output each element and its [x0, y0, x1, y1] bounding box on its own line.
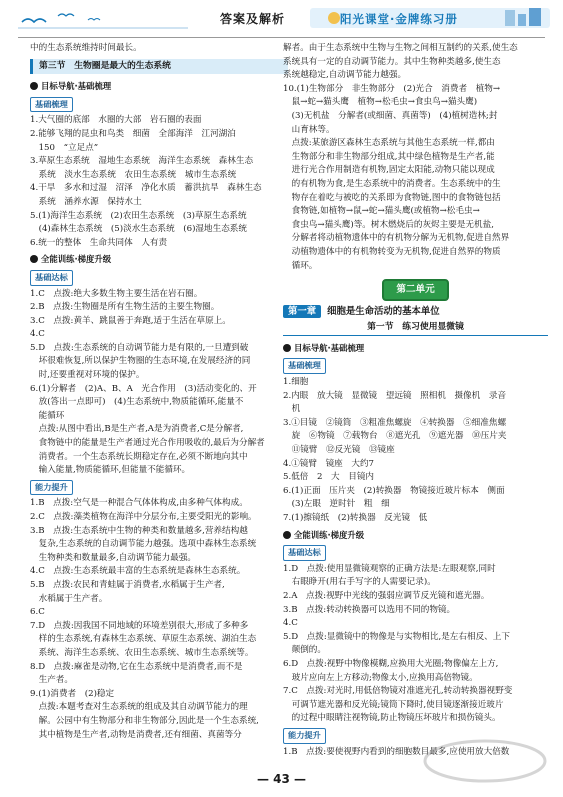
section-heading: 第三节 生物圈是最大的生态系统 — [30, 59, 288, 75]
list-item: 1.大气圈的底部 水圈的大部 岩石圈的表面 — [30, 115, 202, 126]
header-divider — [18, 37, 545, 38]
target-icon — [30, 82, 38, 90]
list-item: 6.统一的整体 生命共同体 人有责 — [30, 237, 168, 248]
basic-target-tag: 基础达标 — [30, 270, 73, 286]
nav-label — [283, 529, 364, 543]
nav-label-text: 全能训练·梯度升级 — [41, 254, 112, 265]
answer-line: 食物链中的能量是生产者通过光合作用吸收的,最后为分解者 — [30, 438, 265, 449]
list-item: 系统 涵养水源 保持水土 — [30, 196, 142, 207]
answer-line: 放(答出一点即可) (4)生态系统中,物质能循环,能量不 — [30, 397, 244, 408]
list-item: 1.细胞 — [283, 377, 309, 388]
answer-line: 9.(1)消费者 (2)稳定 — [30, 688, 115, 699]
answer-line: 生产者。 — [30, 675, 73, 686]
text-line: 中的生态系统维持时间最长。 — [30, 43, 142, 53]
chapter-chip: 第一章 — [283, 305, 321, 319]
list-item: 旋 ⑥物镜 ⑦载物台 ⑧遮光孔 ⑨遮光器 ⑩压片夹 — [283, 431, 507, 442]
basic-target-tag: 基础达标 — [283, 545, 326, 561]
ability-tag: 能力提升 — [30, 480, 73, 496]
answer-line: 3.C 点拨:黄羊、跳鼠善于奔跑,适于生活在草原上。 — [30, 315, 231, 326]
list-item: 系统 淡水生态系统 农田生态系统 城市生态系统 — [30, 169, 237, 180]
answer-line: 复杂,生态系统的自动调节能力越强。选项中森林生态系统 — [30, 539, 257, 550]
nav-label-text: 全能训练·梯度升级 — [294, 529, 365, 540]
text-line: 解者。由于生态系统中生物与生物之间相互制约的关系,使生态 — [283, 43, 518, 53]
text-line: 生物部分和非生物部分组成,其中绿色植物是生产者,能 — [283, 151, 495, 162]
answer-line: 点拨:从图中看出,B是生产者,A是为消费者,C是分解者, — [30, 424, 244, 435]
text-line: 动植物遗体中的有机物转变为无机物,促进自然界的物质 — [283, 246, 501, 257]
page-header — [0, 0, 563, 34]
answer-line: 2.B 点拨:生物圈是所有生物生活的主要生物圈。 — [30, 302, 220, 313]
answer-line: 1.D 点拨:使用显微镜观察的正确方法是:左眼观察,同时 — [283, 563, 496, 574]
answer-line: 2.C 点拨:藻类植物在海洋中分层分布,主要受阳光的影响。 — [30, 512, 257, 522]
answer-line: 5.D 点拨:显微镜中的物像是与实物相比,是左右相反、上下 — [283, 631, 510, 642]
chapter-title: 细胞是生命活动的基本单位 — [327, 305, 440, 317]
list-item: 3.①目镜 ②镜筒 ③粗准焦螺旋 ④转换器 ⑤细准焦螺 — [283, 417, 507, 428]
list-item: 4.干旱 多水和过湿 沼泽 净化水质 蓄洪抗旱 森林生态 — [30, 183, 262, 194]
list-item: 6.(1)正面 压片夹 (2)转换器 物镜接近玻片标本 侧面 — [283, 485, 505, 496]
text-line: 食物链,如植物→鼠→蛇→猫头鹰(或植物→松毛虫→ — [283, 206, 480, 217]
answer-line: 6.C — [30, 607, 45, 618]
list-item: 5.低倍 2 大 目镜内 — [283, 472, 375, 483]
left-column — [30, 42, 288, 742]
text-line: 山育林等。 — [283, 124, 335, 135]
text-line: (3)无机盐 分解者(或细菌、真菌等) (4)植树造林;封 — [283, 110, 498, 121]
list-item: 150 “立足点” — [30, 142, 99, 153]
ability-tag: 能力提升 — [283, 728, 326, 744]
answer-line: 3.B 点拨:转动转换器可以选用不同的物镜。 — [283, 604, 456, 615]
text-line: 的有机物为食,是生态系统中的消费者。生态系统中的生 — [283, 178, 501, 189]
target-icon — [283, 531, 291, 539]
answer-line: 生物种类和数量最多,自动调节能力最强。 — [30, 552, 197, 563]
watermark-logo-icon — [420, 736, 550, 786]
page-number: — 43 — — [256, 772, 307, 786]
answer-line: 6.D 点拨:视野中物像模糊,应换用大光圈;物像偏左上方, — [283, 658, 499, 669]
list-item: (3)左眼 逆时针 粗 细 — [283, 499, 390, 510]
answer-line: 8.D 点拨:麻雀是动物,它在生态系统中是消费者,而不是 — [30, 661, 243, 672]
answer-line: 时,还要重视对环境的保护。 — [30, 370, 145, 381]
answer-line: 解。公园中有生物部分和非生物部分,因此是一个生态系统, — [30, 715, 259, 726]
answer-line: 的过程中眼睛注视物镜,防止物镜压坏玻片和损伤镜头。 — [283, 713, 501, 724]
answer-line: 7.D 点拨:因我国不同地域的环境差别很大,形成了多种多 — [30, 620, 249, 631]
basics-tag: 基础梳理 — [283, 358, 326, 374]
right-column — [283, 42, 548, 759]
answer-line: 4.C 点拨:生态系统最丰富的生态系统是森林生态系统。 — [30, 566, 246, 577]
nav-label — [30, 253, 111, 267]
answer-line: 消费者。一个生态系统长期稳定存在,必须不断地向其中 — [30, 451, 248, 462]
answer-line: 1.B 点拨:空气是一种混合气体体构成,由多种气体构成。 — [30, 498, 248, 509]
text-line: 循环。 — [283, 260, 318, 271]
nav-label — [283, 342, 364, 356]
list-item: 5.(1)海洋生态系统 (2)农田生态系统 (3)草原生态系统 — [30, 210, 247, 221]
text-line: 鼠→蛇→猫头鹰 植物→松毛虫→食虫鸟→猫头鹰) — [283, 97, 478, 108]
answer-line: 可调节遮光器和反光镜;镜筒下降时,使目镜逐渐接近玻片 — [283, 699, 504, 710]
series-title: 阳光课堂·金牌练习册 — [340, 12, 458, 26]
list-item: 2.能够飞翔的昆虫和鸟类 细菌 全部海洋 江河湖泊 — [30, 128, 236, 139]
answer-line: 6.(1)分解者 (2)A、B、A 光合作用 (3)活动变化的、开 — [30, 383, 257, 394]
list-item: 4.①镜臂 镜座 大约7 — [283, 458, 375, 469]
list-item: 7.(1)擦镜纸 (2)转换器 反光镜 低 — [283, 513, 428, 523]
answer-line: 4.C — [283, 618, 298, 629]
text-line: 进行光合作用制造有机物,固定太阳能,动物只能以现成 — [283, 165, 495, 176]
nav-label-text: 目标导航·基础梳理 — [294, 342, 365, 353]
text-line: 10.(1)生物部分 非生物部分 (2)光合 消费者 植物→ — [283, 83, 501, 94]
answer-line: 样的生态系统,有森林生态系统、草原生态系统、湖泊生态 — [30, 634, 257, 645]
answer-line: 3.B 点拨:生态系统中生物的种类和数量越多,营养结构越 — [30, 525, 248, 536]
answer-line: 右眼睁开(用右手写字的人需要记录)。 — [283, 577, 436, 588]
answer-line: 1.C 点拨:绝大多数生物主要生活在岩石圈。 — [30, 288, 203, 299]
answer-line: 7.C 点拨:对光时,用低倍物镜对准遮光孔,转动转换器视野变 — [283, 686, 513, 697]
text-line: 物存在着吃与被吃的关系即为食物链,图中的食物链包括 — [283, 192, 501, 203]
answer-line: 5.B 点拨:农民和青蛙属于消费者,水稻属于生产者, — [30, 579, 225, 590]
list-item: 2.内眼 放大镜 显微镜 望远镜 照相机 摄像机 录音 — [283, 390, 507, 401]
text-line: 系统具有一定的自动调节能力。其中生物种类越多,使生态 — [283, 56, 501, 67]
unit-title: 第二单元 — [382, 279, 448, 301]
answer-line: 4.C — [30, 329, 45, 340]
chapter-heading — [283, 305, 548, 319]
unit-banner — [283, 279, 548, 301]
target-icon — [30, 255, 38, 263]
text-line: 分解者将动植物遗体中的有机物分解为无机物,促进自然界 — [283, 233, 510, 244]
answer-line: 5.D 点拨:生态系统的自动调节能力是有限的,一旦遭到破 — [30, 342, 249, 353]
text-line: 食虫鸟→猫头鹰)等。树木燃烧后的灰烬主要是无机盐, — [283, 219, 494, 230]
answer-line: 坏很难恢复,所以保护生物圈的生态环境,在发展经济的同 — [30, 356, 251, 367]
answer-header-title: 答案及解析 — [220, 12, 286, 26]
answer-line: 点拨:本题考查对生态系统的组成及其自动调节能力的理 — [30, 702, 248, 713]
list-item: ⑪镜臂 ⑫反光镜 ⑬镜座 — [283, 445, 395, 456]
basics-tag: 基础梳理 — [30, 97, 73, 113]
nav-label-text: 目标导航·基础梳理 — [41, 81, 112, 92]
section-title: 第一节 练习使用显微镜 — [283, 321, 548, 336]
answer-line: 系统、海洋生态系统、农田生态系统、城市生态系统等。 — [30, 647, 254, 658]
list-item: (4)森林生态系统 (5)淡水生态系统 (6)湿地生态系统 — [30, 224, 247, 235]
answer-line: 其中植物是生产者,动物是消费者,还有细菌、真菌等分 — [30, 729, 242, 740]
nav-label — [30, 80, 111, 94]
answer-line: 能循环 — [30, 410, 65, 421]
answer-line: 水稻属于生产者。 — [30, 593, 108, 604]
answer-line: 1.B 点拨:要使视野内看到的细胞数目最多,应使用放大倍数 — [283, 746, 510, 757]
answer-line: 2.A 点拨:视野中光线的强弱应调节反光镜和遮光器。 — [283, 590, 490, 601]
target-icon — [283, 344, 291, 352]
list-item: 3.草原生态系统 湿地生态系统 海洋生态系统 森林生态 — [30, 156, 254, 167]
bird-decoration-icon — [18, 4, 188, 30]
text-line: 点拨:某旅游区森林生态系统与其他生态系统一样,都由 — [283, 138, 495, 149]
list-item: 机 — [283, 404, 301, 415]
answer-line: 玻片应向左上方移动;物像太小,应换用高倍物镜。 — [283, 672, 478, 683]
answer-line: 输入能量,物质能循环,但能量不能循环。 — [30, 465, 191, 476]
text-line: 系统越稳定,自动调节能力越强。 — [283, 70, 407, 81]
answer-line: 颠倒的。 — [283, 645, 326, 656]
